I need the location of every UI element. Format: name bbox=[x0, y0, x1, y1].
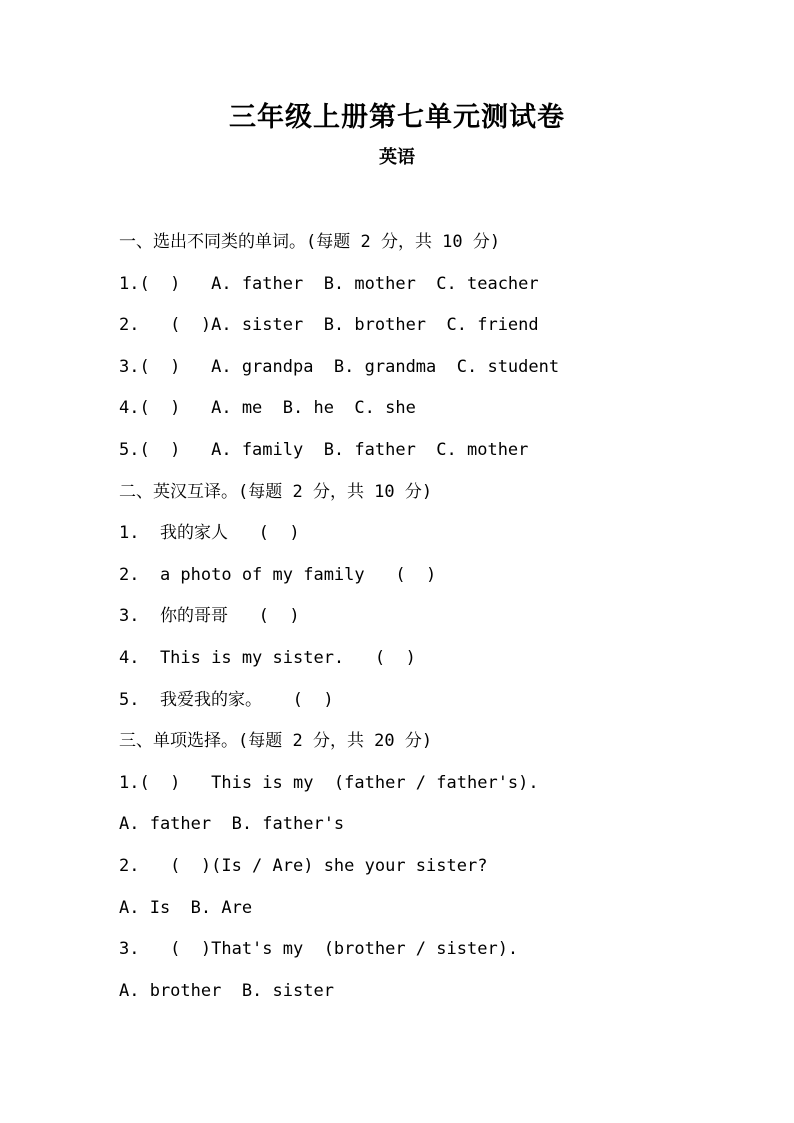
answer-options-line: A. brother B. sister bbox=[119, 980, 334, 1001]
question-line: 3.( ) A. grandpa B. grandma C. student bbox=[119, 356, 560, 377]
answer-options-line: A. father B. father's bbox=[119, 814, 345, 835]
answer-options-line: A. Is B. Are bbox=[119, 897, 253, 918]
question-line: 3. 你的哥哥 ( ) bbox=[119, 606, 300, 627]
question-line: 1.( ) A. father B. mother C. teacher bbox=[119, 273, 539, 294]
question-line: 2. ( )(Is / Are) she your sister? bbox=[119, 855, 488, 876]
document-subtitle: 英语 bbox=[379, 147, 415, 168]
document-title: 三年级上册第七单元测试卷 bbox=[229, 102, 565, 133]
question-line: 1. 我的家人 ( ) bbox=[119, 523, 300, 544]
question-line: 5.( ) A. family B. father C. mother bbox=[119, 439, 529, 460]
question-line: 5. 我爱我的家。 ( ) bbox=[119, 689, 334, 710]
question-line: 1.( ) This is my (father / father's). bbox=[119, 772, 539, 793]
question-line: 3. ( )That's my (brother / sister). bbox=[119, 939, 519, 960]
section-heading-3: 三、单项选择。(每题 2 分，共 20 分) bbox=[119, 731, 433, 752]
section-heading-2: 二、英汉互译。(每题 2 分，共 10 分) bbox=[119, 481, 433, 502]
question-line: 2. a photo of my family ( ) bbox=[119, 564, 437, 585]
question-line: 4.( ) A. me B. he C. she bbox=[119, 398, 416, 419]
question-line: 2. ( )A. sister B. brother C. friend bbox=[119, 315, 539, 336]
section-heading-1: 一、选出不同类的单词。(每题 2 分，共 10 分) bbox=[119, 232, 501, 252]
document-body bbox=[119, 222, 759, 1012]
question-line: 4. This is my sister. ( ) bbox=[119, 647, 416, 668]
